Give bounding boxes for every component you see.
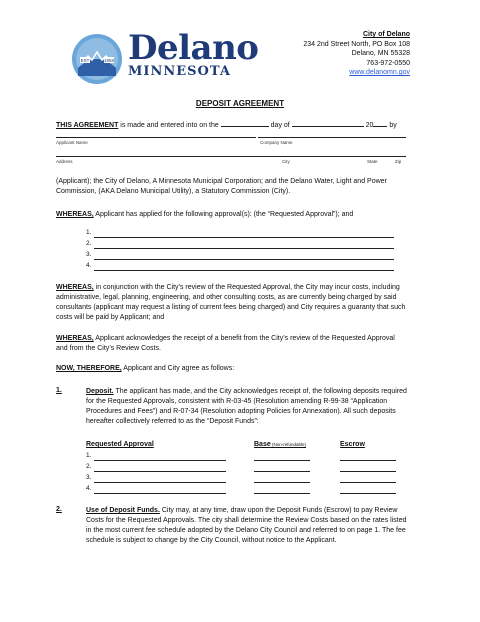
col-escrow: Escrow xyxy=(340,441,365,448)
deposit-escrow-field-4[interactable] xyxy=(340,493,396,494)
approval-field-4[interactable] xyxy=(94,270,394,271)
seal-right-text: 1858 xyxy=(103,58,115,63)
deposit-base-field-2[interactable] xyxy=(254,471,310,472)
applicant-name-label: Applicant Name xyxy=(56,140,88,145)
now-therefore xyxy=(56,364,406,374)
whereas-2 xyxy=(56,283,406,323)
whereas-3 xyxy=(56,334,406,354)
brand-state: MINNESOTA xyxy=(128,64,231,79)
by-text: by xyxy=(387,122,397,129)
state-label: State xyxy=(367,159,378,164)
now-therefore-text: Applicant and City agree as follows: xyxy=(121,365,235,372)
whereas-1 xyxy=(56,210,406,220)
agreement-text: is made and entered into on the xyxy=(118,122,221,129)
whereas-3-lead: WHEREAS, xyxy=(56,335,94,342)
agreement-lead: THIS AGREEMENT xyxy=(56,122,119,129)
approval-number-4: 4. xyxy=(86,262,92,269)
date-year-field[interactable] xyxy=(373,119,387,127)
contact-block xyxy=(303,30,410,78)
deposit-approval-field-2[interactable] xyxy=(94,471,226,472)
whereas-3-text: Applicant acknowledges the receipt of a benefit from the City’s review of the Requested Approval and from the City’s Review Costs. xyxy=(56,335,395,352)
address-label: Address xyxy=(56,159,73,164)
contact-website-link[interactable]: www.delanomn.gov xyxy=(349,69,410,76)
section-1-text: The applicant has made, and the City acknowledges receipt of, the following deposits required for the Requested Approvals, consistent with R-03-45 (Resolution amending R-99-38 “Application Procedures and Fees”) and R-07-34 (Resolution adopting Policies for Annexation). All such deposits hereafter collectively referred to as the “Deposit Funds”: xyxy=(86,388,407,425)
deposit-approval-field-1[interactable] xyxy=(94,460,226,461)
section-1-paragraph xyxy=(86,387,408,427)
section-1-number: 1. xyxy=(56,387,62,394)
deposit-number-4: 4. xyxy=(86,485,92,492)
document-title: DEPOSIT AGREEMENT xyxy=(195,99,285,108)
deposit-approval-field-3[interactable] xyxy=(94,482,226,483)
date-day-field[interactable] xyxy=(221,119,269,127)
col-base-note: (Non-refundable) xyxy=(270,442,307,447)
city-logo xyxy=(70,30,270,86)
col-base: Base xyxy=(254,441,271,448)
section-1-lead: Deposit. xyxy=(86,388,114,395)
city-seal-icon xyxy=(70,32,124,86)
approval-number-2: 2. xyxy=(86,240,92,247)
approval-field-1[interactable] xyxy=(94,237,394,238)
col-base-header xyxy=(254,441,306,448)
deposit-number-3: 3. xyxy=(86,474,92,481)
deposit-base-field-4[interactable] xyxy=(254,493,310,494)
applicant-name-field[interactable] xyxy=(56,137,256,138)
address-field[interactable] xyxy=(56,156,406,157)
city-label: City xyxy=(282,159,290,164)
seal-left-text: EST xyxy=(80,58,90,63)
whereas-1-text: Applicant has applied for the following approval(s): (the “Requested Approval”); and xyxy=(93,211,354,218)
deposit-escrow-field-3[interactable] xyxy=(340,482,396,483)
brand-name: Delano xyxy=(128,28,259,68)
deposit-approval-field-4[interactable] xyxy=(94,493,226,494)
deposit-base-field-1[interactable] xyxy=(254,460,310,461)
approval-number-3: 3. xyxy=(86,251,92,258)
section-2-number: 2. xyxy=(56,506,62,513)
approval-field-2[interactable] xyxy=(94,248,394,249)
section-2-text: City may, at any time, draw upon the Deposit Funds (Escrow) to pay Review Costs for the Requested Approvals. The city shall determine the Review Costs based on the rates listed in the most current fee schedule adopted by the Delano City Council and referred to on page 1. The fee schedule is subject to change by the City Council, without notice to the Applicant. xyxy=(86,507,407,544)
contact-citystate: Delano, MN 55328 xyxy=(351,50,410,57)
col-requested-approval: Requested Approval xyxy=(86,441,154,448)
approval-field-3[interactable] xyxy=(94,259,394,260)
deposit-base-field-3[interactable] xyxy=(254,482,310,483)
approval-number-1: 1. xyxy=(86,229,92,236)
contact-phone: 763-972-0550 xyxy=(366,59,410,67)
company-name-field[interactable] xyxy=(258,137,406,138)
deposit-escrow-field-1[interactable] xyxy=(340,460,396,461)
day-of-text: day of xyxy=(268,122,292,129)
zip-label: Zip xyxy=(395,159,402,164)
now-therefore-lead: NOW, THEREFORE, xyxy=(56,365,122,372)
parties-paragraph: (Applicant); the City of Delano, A Minnesota Municipal Corporation; and the Delano Water, Light and Power Commission, (AKA Delano Municipal Utility), a Statutory Commission (City). xyxy=(56,178,387,195)
deposit-number-2: 2. xyxy=(86,463,92,470)
deposit-escrow-field-2[interactable] xyxy=(340,471,396,472)
company-name-label: Company Name xyxy=(260,140,293,145)
agreement-line xyxy=(56,119,426,131)
whereas-1-lead: WHEREAS, xyxy=(56,211,94,218)
section-2-paragraph xyxy=(86,506,408,546)
whereas-2-text: in conjunction with the City’s review of the Requested Approval, the City may incur costs, including administrative, legal, planning, engineering, and other consulting costs, as are currently being charged by said consultants (applicant may request a listing of current fees being charged) and City requires a guaranty that such costs will be paid by Applicant; and xyxy=(56,284,406,321)
contact-city: City of Delano xyxy=(362,31,410,38)
date-month-field[interactable] xyxy=(292,119,364,127)
contact-address: 234 2nd Street North, PO Box 108 xyxy=(303,40,410,48)
section-2-lead: Use of Deposit Funds. xyxy=(86,507,160,514)
deposit-number-1: 1. xyxy=(86,452,92,459)
whereas-2-lead: WHEREAS, xyxy=(56,284,94,291)
year-prefix: 20 xyxy=(363,122,374,129)
